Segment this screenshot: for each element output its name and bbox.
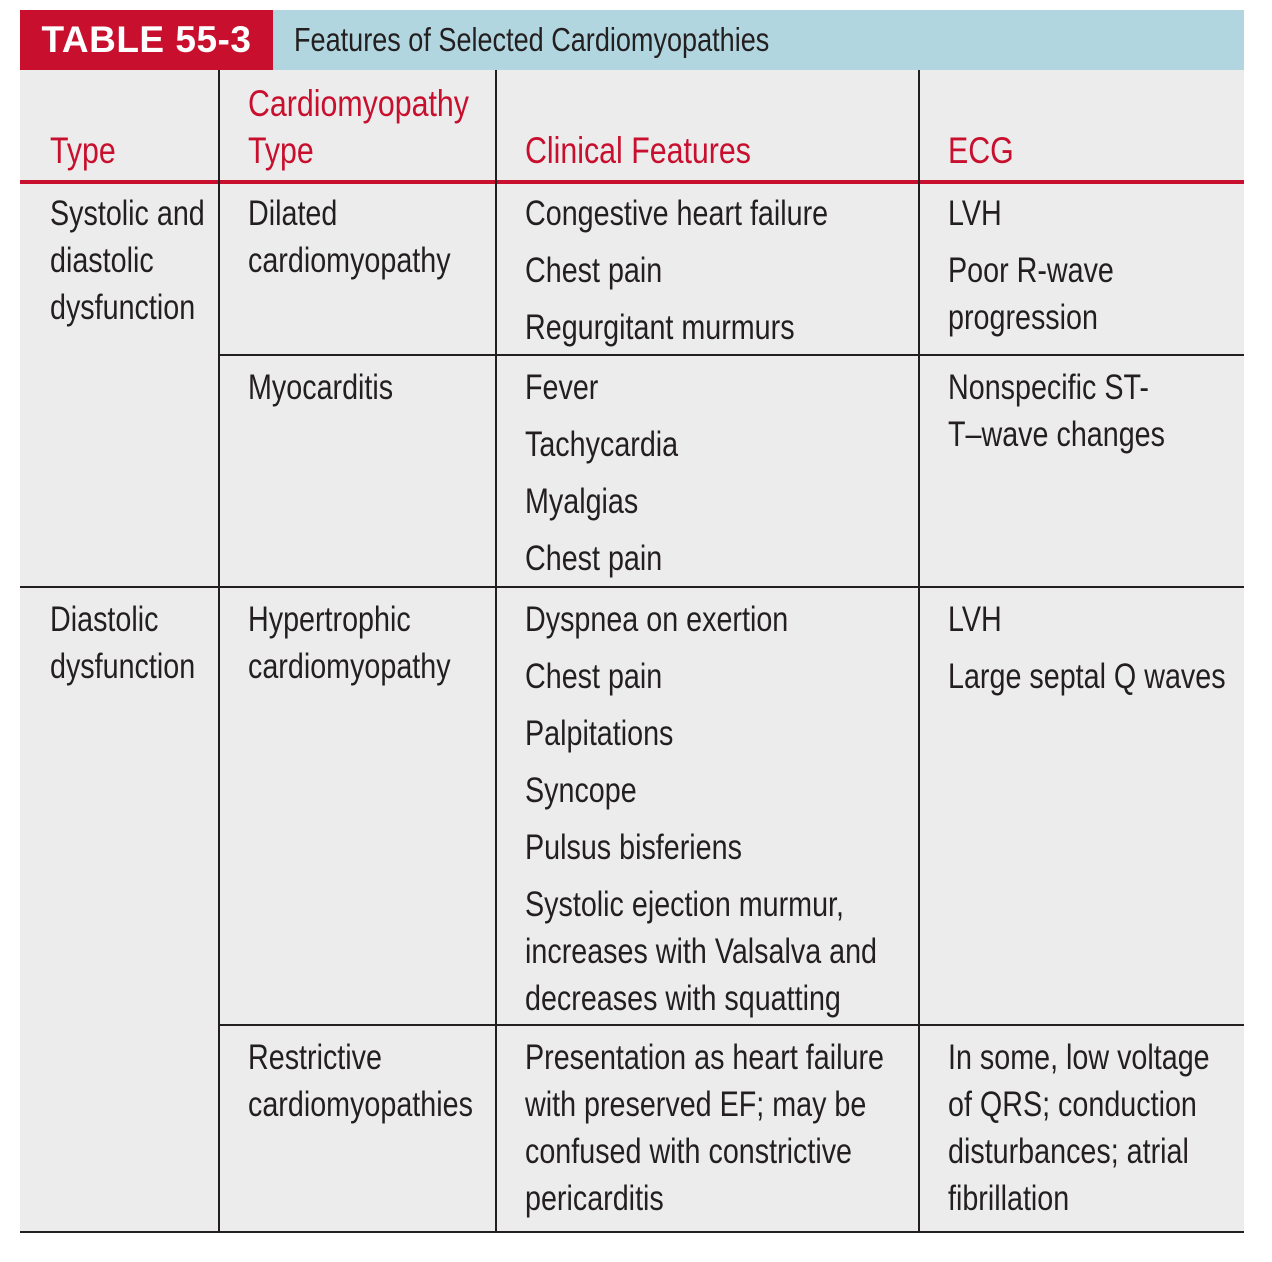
column-divider: [495, 70, 497, 1233]
row-divider: [218, 354, 1244, 356]
cardiomyopathy-type-cell: [248, 596, 451, 690]
group-divider: [20, 586, 1244, 588]
table-title: Features of Selected Cardiomyopathies: [294, 21, 770, 58]
clinical-feature-item: Tachycardia: [525, 425, 679, 464]
column-divider: [218, 70, 220, 1233]
type-line: Diastolic: [50, 600, 159, 639]
clinical-feature-item: Chest pain: [525, 251, 663, 290]
cardiomyopathy-type-line: cardiomyopathies: [248, 1085, 473, 1124]
ecg-item: Large septal Q waves: [948, 657, 1226, 696]
ecg-cell: [948, 1034, 1210, 1222]
ecg-item: progression: [948, 298, 1098, 337]
clinical-feature-item: Myalgias: [525, 482, 639, 521]
header-cardiomyopathy-type: [248, 80, 469, 174]
clinical-feature-item: Fever: [525, 368, 599, 407]
clinical-feature-item: decreases with squatting: [525, 979, 841, 1018]
cardiomyopathy-table: [20, 10, 1244, 1233]
ecg-item: In some, low voltage: [948, 1038, 1210, 1077]
header-cardiomyopathy-type-line2: Type: [248, 130, 314, 171]
clinical-feature-item: Dyspnea on exertion: [525, 600, 789, 639]
clinical-features-cell: [525, 1034, 884, 1222]
cardiomyopathy-type-line: Myocarditis: [248, 368, 394, 407]
ecg-cell: [948, 364, 1165, 458]
clinical-feature-item: Congestive heart failure: [525, 194, 829, 233]
ecg-item: fibrillation: [948, 1179, 1070, 1218]
cardiomyopathy-type-cell: [248, 364, 393, 411]
ecg-cell: [948, 596, 1226, 700]
clinical-feature-item: Regurgitant murmurs: [525, 308, 795, 347]
clinical-feature-item: Palpitations: [525, 714, 674, 753]
clinical-feature-item: with preserved EF; may be: [525, 1085, 867, 1124]
header-type: Type: [50, 130, 116, 171]
ecg-cell: [948, 190, 1114, 341]
ecg-item: LVH: [948, 194, 1002, 233]
clinical-feature-item: increases with Valsalva and: [525, 932, 878, 971]
clinical-feature-item: Syncope: [525, 771, 637, 810]
type-cell: [50, 190, 205, 331]
ecg-item: of QRS; conduction: [948, 1085, 1197, 1124]
clinical-features-cell: [525, 190, 828, 351]
table-number-tag: TABLE 55-3: [20, 10, 273, 70]
cardiomyopathy-type-line: Restrictive: [248, 1038, 382, 1077]
ecg-item: disturbances; atrial: [948, 1132, 1189, 1171]
cardiomyopathy-type-cell: [248, 1034, 473, 1128]
clinical-feature-item: confused with constrictive: [525, 1132, 853, 1171]
clinical-feature-item: Pulsus bisferiens: [525, 828, 742, 867]
type-line: dysfunction: [50, 647, 196, 686]
clinical-feature-item: Presentation as heart failure: [525, 1038, 884, 1077]
table-title-bar: [20, 10, 1244, 70]
ecg-item: Nonspecific ST-: [948, 368, 1149, 407]
cardiomyopathy-type-line: cardiomyopathy: [248, 241, 451, 280]
header-cardiomyopathy-type-line1: Cardiomyopathy: [248, 83, 469, 124]
type-line: Systolic and: [50, 194, 205, 233]
header-ecg: ECG: [948, 130, 1014, 171]
cardiomyopathy-type-line: cardiomyopathy: [248, 647, 451, 686]
table-bottom-rule: [20, 1231, 1244, 1233]
ecg-item: T–wave changes: [948, 415, 1165, 454]
row-divider: [218, 1024, 1244, 1026]
cardiomyopathy-type-line: Hypertrophic: [248, 600, 411, 639]
cardiomyopathy-type-line: Dilated: [248, 194, 338, 233]
clinical-features-cell: [525, 364, 678, 582]
clinical-feature-item: Chest pain: [525, 539, 663, 578]
ecg-item: Poor R-wave: [948, 251, 1114, 290]
clinical-feature-item: Systolic ejection murmur,: [525, 885, 845, 924]
ecg-item: LVH: [948, 600, 1002, 639]
clinical-feature-item: pericarditis: [525, 1179, 664, 1218]
clinical-feature-item: Chest pain: [525, 657, 663, 696]
clinical-features-cell: [525, 596, 877, 1022]
column-divider: [918, 70, 920, 1233]
header-divider: [20, 180, 1244, 184]
type-cell: [50, 596, 195, 690]
header-clinical-features: Clinical Features: [525, 130, 751, 171]
type-line: dysfunction: [50, 288, 196, 327]
cardiomyopathy-type-cell: [248, 190, 451, 284]
type-line: diastolic: [50, 241, 154, 280]
